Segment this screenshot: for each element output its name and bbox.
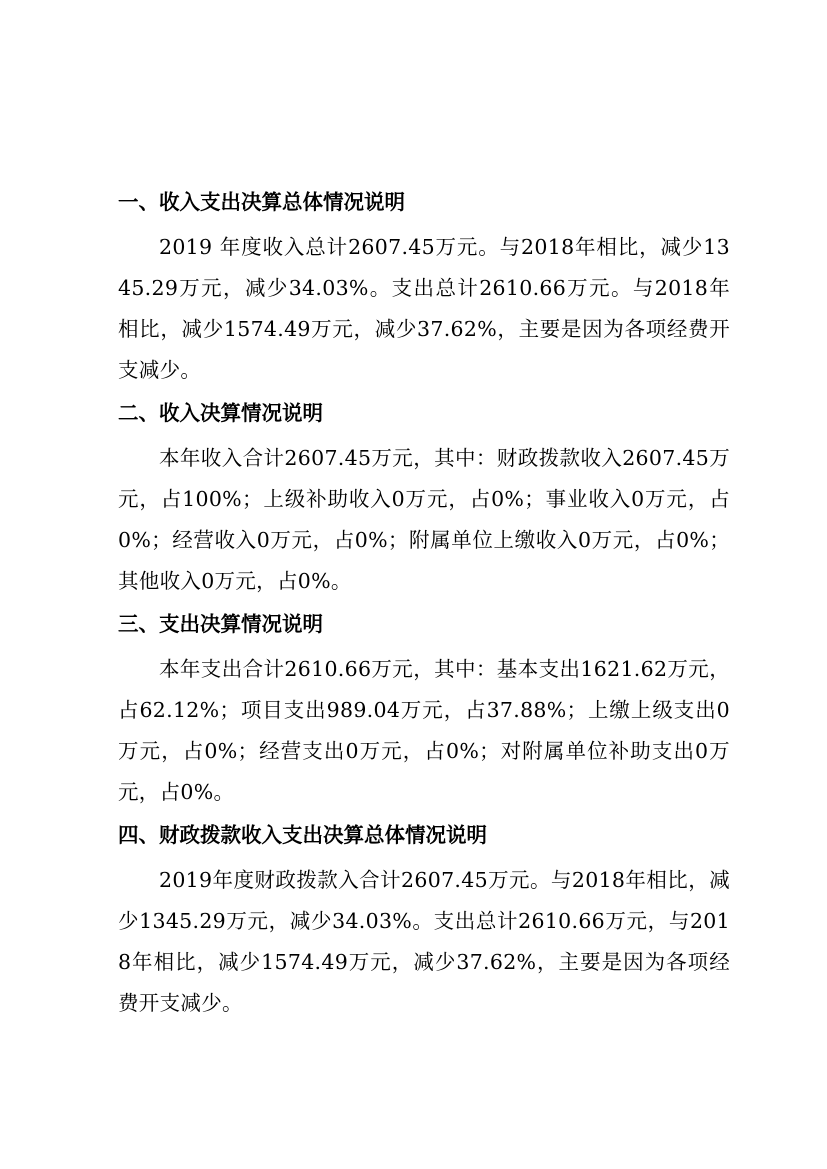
document-body [118, 186, 730, 1030]
section-expenditure-details [118, 608, 730, 813]
section-heading: 二、收入决算情况说明 [118, 401, 323, 425]
section-income-expenditure-overview [118, 186, 730, 391]
section-heading: 四、财政拨款收入支出决算总体情况说明 [118, 823, 487, 847]
section-heading: 三、支出决算情况说明 [118, 612, 323, 636]
section-paragraph: 本年收入合计2607.45万元，其中：财政拨款收入2607.45万元，占100%；上级补助收入0万元，占0%；事业收入0万元，占0%；经营收入0万元，占0%；附属单位上缴收入0万元，占0%；其他收入0万元，占0%。 [118, 446, 730, 593]
section-paragraph: 2019 年度收入总计2607.45万元。与2018年相比，减少1345.29万元，减少34.03%。支出总计2610.66万元。与2018年相比，减少1574.49万元，减少37.62%，主要是因为各项经费开支减少。 [118, 235, 730, 382]
section-income-details [118, 397, 730, 602]
section-paragraph: 2019年度财政拨款入合计2607.45万元。与2018年相比，减少1345.29万元，减少34.03%。支出总计2610.66万元，与2018年相比，减少1574.49万元，减少37.62%，主要是因为各项经费开支减少。 [118, 868, 730, 1015]
section-heading: 一、收入支出决算总体情况说明 [118, 190, 405, 214]
section-paragraph: 本年支出合计2610.66万元，其中：基本支出1621.62万元，占62.12%；项目支出989.04万元，占37.88%；上缴上级支出0万元，占0%；经营支出0万元，占0%；对附属单位补助支出0万元，占0%。 [118, 657, 730, 804]
section-fiscal-appropriation-overview [118, 819, 730, 1024]
